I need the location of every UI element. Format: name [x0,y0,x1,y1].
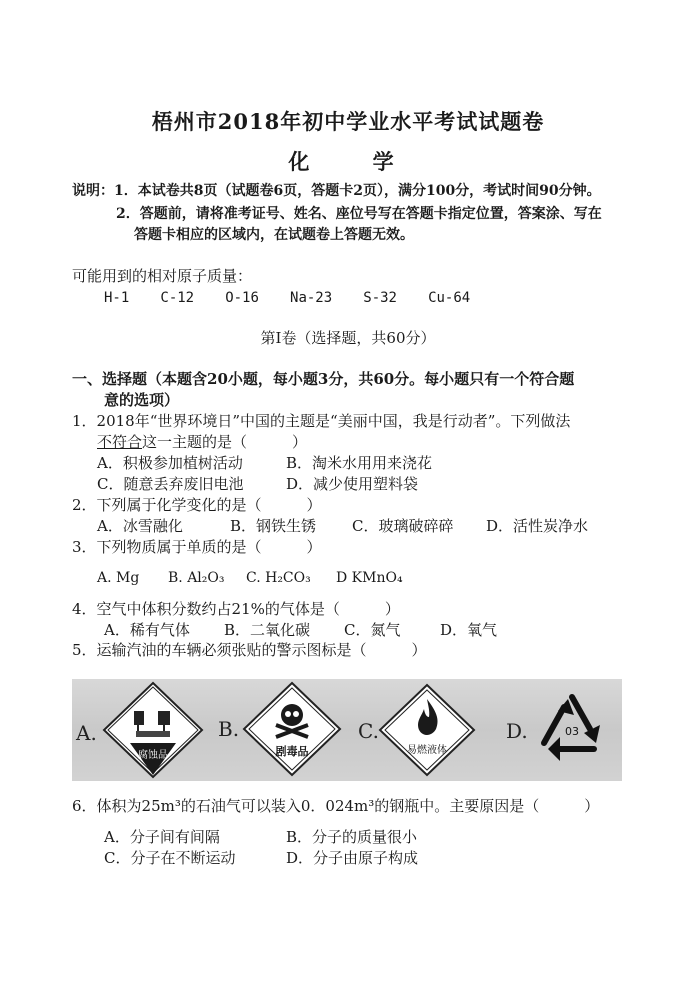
atomic-mass-label: 可能用到的相对原子质量： [72,267,253,285]
question-2-option-a: A．冰雪融化 [97,517,183,535]
question-1-stem-rest: 这一主题的是（ ） [142,433,308,451]
recycling-sign-icon [532,691,612,769]
flammable-liquid-sign-icon [378,683,476,777]
atomic-mass-item: Na-23 [290,290,333,306]
subject-title: 化 学 [288,149,422,174]
atomic-mass-item: O-16 [225,290,259,306]
question-4-option-b: B．二氧化碳 [224,621,311,639]
question-4-option-a: A．稀有气体 [104,621,190,639]
question-1-option-d: D．减少使用塑料袋 [286,475,419,493]
atomic-mass-item: S-32 [363,290,397,306]
question-3-option-d: D KMnO₄ [336,570,403,586]
option-letter-c: C. [358,719,379,743]
corrosive-sign-icon [102,681,204,779]
question-1-stem-line-2 [97,431,307,452]
question-3-stem: 3．下列物质属于单质的是（ ） [72,538,322,556]
atomic-mass-item: C-12 [160,290,195,306]
toxic-sign-icon [242,681,342,777]
question-3-option-c: C. H₂CO₃ [246,570,311,586]
question-1-option-b: B．淘米水用用来浇花 [286,454,433,472]
sign-d-label: 03 [565,725,579,738]
question-2-option-c: C．玻璃破碎碎 [352,517,454,535]
question-2-stem: 2．下列属于化学变化的是（ ） [72,496,322,514]
part-heading: 第Ⅰ卷（选择题，共60分） [260,329,436,347]
question-6-option-d: D．分子由原子构成 [286,849,419,867]
sign-c-label: 易燃液体 [407,745,447,756]
section-heading-line-1: 一、选择题（本题含20小题，每小题3分，共60分。每小题只有一个符合题 [72,370,575,388]
question-1-option-c: C．随意丢弃废旧电池 [97,475,244,493]
atomic-mass-list [104,287,496,306]
section-heading-line-2: 意的选项） [104,391,180,409]
instructions-line-1: 说明：1．本试卷共8页（试题卷6页，答题卡2页），满分100分，考试时间90分钟。 [72,183,601,199]
question-6-option-b: B．分子的质量很小 [286,828,418,846]
option-letter-a: A. [76,721,97,745]
warning-signs-photo [72,679,622,781]
question-1-stem: 1．2018年“世界环境日”中国的主题是“美丽中国，我是行动者”。下列做法 [72,412,571,430]
option-letter-b: B. [218,717,240,741]
question-5-stem: 5．运输汽油的车辆必须张贴的警示图标是（ ） [72,641,427,659]
sign-b-label: 剧毒品 [275,745,309,758]
question-4-stem: 4．空气中体积分数约占21%的气体是（ ） [72,600,400,618]
question-6-option-c: C．分子在不断运动 [104,849,236,867]
question-6-stem: 6．体积为25m³的石油气可以装入0．024m³的钢瓶中。主要原因是（ ） [72,797,600,815]
question-2-option-b: B．钢铁生锈 [230,517,317,535]
question-6-option-a: A．分子间有间隔 [104,828,220,846]
question-2-option-d: D．活性炭净水 [486,517,589,535]
option-letter-d: D. [506,719,528,743]
question-4-option-c: C．氮气 [344,621,401,639]
question-3-option-a: A. Mg [97,570,140,586]
instructions-line-2: 2．答题前，请将准考证号、姓名、座位号写在答题卡指定位置，答案涂、写在 [116,206,602,222]
atomic-mass-item: H-1 [104,290,130,306]
instructions-line-3: 答题卡相应的区域内，在试题卷上答题无效。 [134,227,414,243]
sign-a-label: 腐蚀品 [138,750,168,761]
exam-title: 梧州市2018年初中学业水平考试试题卷 [151,109,545,134]
question-4-option-d: D．氧气 [440,621,498,639]
question-3-option-b: B. Al₂O₃ [168,570,225,586]
atomic-mass-item: Cu-64 [428,290,471,306]
emphasis-underline: 不符合 [97,433,143,451]
question-1-option-a: A．积极参加植树活动 [97,454,243,472]
